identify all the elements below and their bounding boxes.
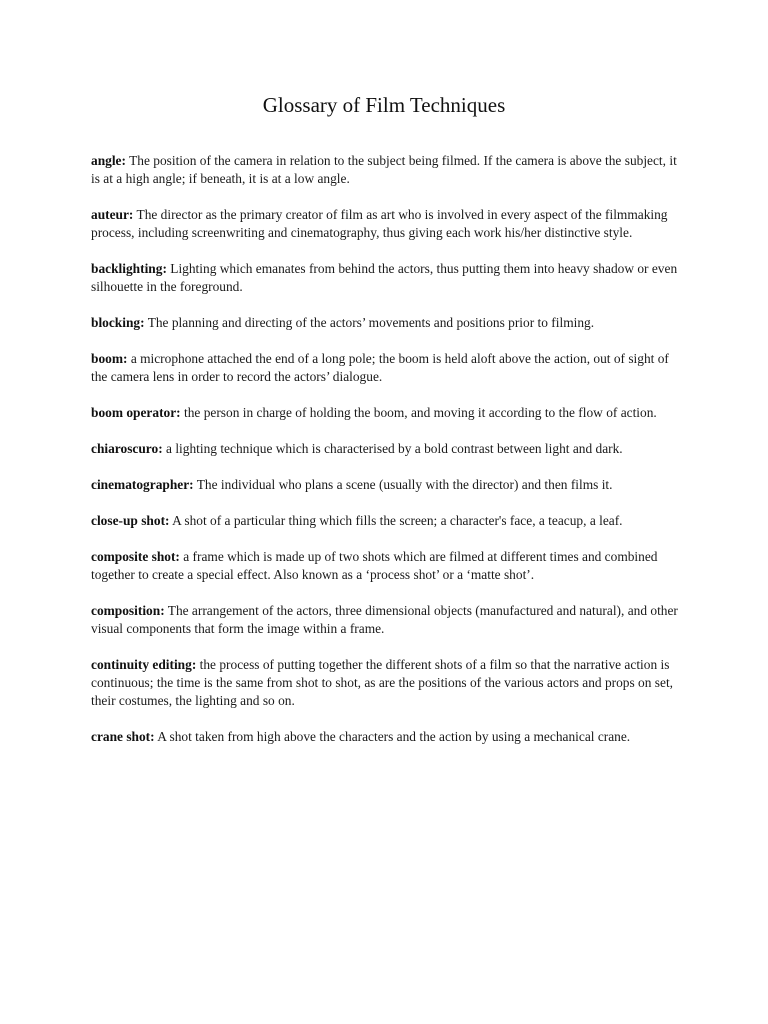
glossary-definition: Lighting which emanates from behind the actors, thus putting them into heavy shadow or even silhouette in the foreground. (91, 261, 678, 294)
glossary-definition: A shot of a particular thing which fills the screen; a character's face, a teacup, a leaf. (172, 513, 623, 528)
glossary-entry-crane-shot (91, 728, 681, 746)
glossary-term: boom operator: (91, 405, 181, 420)
page-title: Glossary of Film Techniques (262, 93, 506, 117)
glossary-definition: a lighting technique which is characterised by a bold contrast between light and dark. (166, 441, 623, 456)
glossary-entry-auteur (91, 206, 681, 242)
glossary-list (91, 152, 681, 764)
glossary-term: angle: (91, 153, 126, 168)
glossary-entry-blocking (91, 314, 681, 332)
glossary-definition: The arrangement of the actors, three dimensional objects (manufactured and natural), and other visual components that form the image within a frame. (91, 603, 678, 636)
glossary-term: composition: (91, 603, 165, 618)
glossary-definition: The director as the primary creator of film as art who is involved in every aspect of the filmmaking process, including screenwriting and cinematography, thus giving each work his/her distinctive style. (91, 207, 668, 240)
glossary-term: blocking: (91, 315, 145, 330)
glossary-term: crane shot: (91, 729, 155, 744)
glossary-definition: the person in charge of holding the boom, and moving it according to the flow of action. (183, 405, 657, 420)
glossary-entry-continuity-editing (91, 656, 681, 710)
glossary-term: continuity editing: (91, 657, 197, 672)
glossary-term: auteur: (91, 207, 134, 222)
glossary-definition: the process of putting together the different shots of a film so that the narrative action is continuous; the time is the same from shot to shot, as are the positions of the various actors and props on set, their costumes, the lighting and so on. (91, 657, 674, 708)
glossary-definition: a microphone attached the end of a long pole; the boom is held aloft above the action, out of sight of the camera lens in order to record the actors’ dialogue. (91, 351, 669, 384)
glossary-definition: The position of the camera in relation to the subject being filmed. If the camera is above the subject, it is at a high angle; if beneath, it is at a low angle. (91, 153, 677, 186)
glossary-definition: The individual who plans a scene (usually with the director) and then films it. (196, 477, 613, 492)
glossary-entry-boom-operator (91, 404, 681, 422)
glossary-entry-composition (91, 602, 681, 638)
glossary-term: backlighting: (91, 261, 167, 276)
glossary-definition: a frame which is made up of two shots which are filmed at different times and combined together to create a special effect. Also known as a ‘process shot’ or a ‘matte shot’. (91, 549, 658, 582)
glossary-entry-angle (91, 152, 681, 188)
glossary-term: cinematographer: (91, 477, 194, 492)
glossary-entry-boom (91, 350, 681, 386)
glossary-definition: The planning and directing of the actors’ movements and positions prior to filming. (147, 315, 595, 330)
glossary-entry-close-up-shot (91, 512, 681, 530)
glossary-term: chiaroscuro: (91, 441, 163, 456)
glossary-term: composite shot: (91, 549, 180, 564)
glossary-term: close-up shot: (91, 513, 170, 528)
glossary-definition: A shot taken from high above the characters and the action by using a mechanical crane. (157, 729, 631, 744)
glossary-entry-composite-shot (91, 548, 681, 584)
glossary-entry-chiaroscuro (91, 440, 681, 458)
glossary-term: boom: (91, 351, 128, 366)
glossary-entry-cinematographer (91, 476, 681, 494)
glossary-entry-backlighting (91, 260, 681, 296)
